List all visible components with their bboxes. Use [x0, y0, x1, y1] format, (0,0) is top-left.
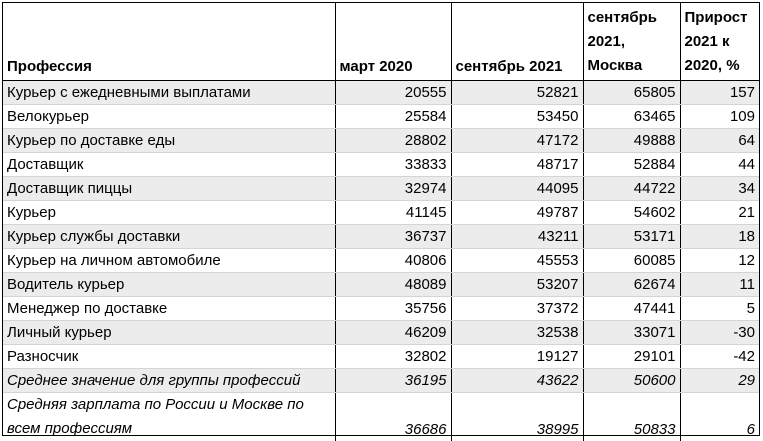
cell-moscow: 47441	[583, 296, 680, 320]
cell-profession: Менеджер по доставке	[3, 296, 335, 320]
cell-september-2021: 47172	[451, 128, 583, 152]
cell-moscow: 53171	[583, 224, 680, 248]
cell-profession: Доставщик пиццы	[3, 176, 335, 200]
cell-march-2020: 32802	[335, 344, 451, 368]
summary-row-average	[3, 368, 759, 392]
cell-profession: Курьер на личном автомобиле	[3, 248, 335, 272]
cell-september-2021: 37372	[451, 296, 583, 320]
summary-row-national	[3, 392, 759, 441]
cell-growth: 18	[680, 224, 759, 248]
cell-growth: 21	[680, 200, 759, 224]
cell-moscow: 62674	[583, 272, 680, 296]
cell-march-2020: 36195	[335, 368, 451, 392]
cell-growth: 109	[680, 104, 759, 128]
table-row	[3, 104, 759, 128]
cell-profession: Курьер	[3, 200, 335, 224]
cell-moscow: 50600	[583, 368, 680, 392]
table-row	[3, 320, 759, 344]
cell-growth: -30	[680, 320, 759, 344]
cell-march-2020: 41145	[335, 200, 451, 224]
cell-profession: Велокурьер	[3, 104, 335, 128]
cell-september-2021: 45553	[451, 248, 583, 272]
cell-september-2021: 38995	[451, 392, 583, 441]
cell-march-2020: 25584	[335, 104, 451, 128]
salary-table	[3, 3, 759, 441]
table-row	[3, 128, 759, 152]
cell-growth: 44	[680, 152, 759, 176]
cell-profession: Курьер по доставке еды	[3, 128, 335, 152]
cell-growth: 5	[680, 296, 759, 320]
cell-march-2020: 40806	[335, 248, 451, 272]
cell-moscow: 49888	[583, 128, 680, 152]
cell-september-2021: 32538	[451, 320, 583, 344]
header-september-2021: сентябрь 2021	[451, 3, 583, 80]
cell-march-2020: 48089	[335, 272, 451, 296]
cell-september-2021: 52821	[451, 80, 583, 104]
cell-september-2021: 48717	[451, 152, 583, 176]
cell-growth: 157	[680, 80, 759, 104]
cell-moscow: 52884	[583, 152, 680, 176]
cell-september-2021: 43211	[451, 224, 583, 248]
cell-profession: Курьер службы доставки	[3, 224, 335, 248]
table-row	[3, 152, 759, 176]
cell-september-2021: 53207	[451, 272, 583, 296]
cell-summary-label: Среднее значение для группы профессий	[3, 368, 335, 392]
cell-moscow: 60085	[583, 248, 680, 272]
cell-september-2021: 49787	[451, 200, 583, 224]
cell-growth: 34	[680, 176, 759, 200]
header-profession: Профессия	[3, 3, 335, 80]
cell-march-2020: 36686	[335, 392, 451, 441]
header-growth-percent: Прирост 2021 к 2020, %	[680, 3, 759, 80]
cell-moscow: 54602	[583, 200, 680, 224]
cell-moscow: 33071	[583, 320, 680, 344]
cell-september-2021: 43622	[451, 368, 583, 392]
cell-moscow: 65805	[583, 80, 680, 104]
cell-profession: Водитель курьер	[3, 272, 335, 296]
table-row	[3, 296, 759, 320]
cell-september-2021: 19127	[451, 344, 583, 368]
table-row	[3, 200, 759, 224]
cell-growth: -42	[680, 344, 759, 368]
cell-summary-label: Средняя зарплата по России и Москве по всем профессиям	[3, 392, 335, 441]
cell-march-2020: 20555	[335, 80, 451, 104]
cell-profession: Курьер с ежедневными выплатами	[3, 80, 335, 104]
cell-march-2020: 46209	[335, 320, 451, 344]
cell-profession: Доставщик	[3, 152, 335, 176]
header-september-2021-moscow: сентябрь 2021, Москва	[583, 3, 680, 80]
cell-moscow: 63465	[583, 104, 680, 128]
cell-september-2021: 44095	[451, 176, 583, 200]
header-march-2020: март 2020	[335, 3, 451, 80]
table-row	[3, 272, 759, 296]
cell-september-2021: 53450	[451, 104, 583, 128]
table-row	[3, 224, 759, 248]
cell-march-2020: 28802	[335, 128, 451, 152]
cell-profession: Личный курьер	[3, 320, 335, 344]
table-row	[3, 344, 759, 368]
cell-growth: 12	[680, 248, 759, 272]
cell-march-2020: 32974	[335, 176, 451, 200]
salary-table-sheet	[2, 2, 760, 436]
cell-march-2020: 33833	[335, 152, 451, 176]
cell-growth: 64	[680, 128, 759, 152]
cell-moscow: 44722	[583, 176, 680, 200]
table-row	[3, 80, 759, 104]
cell-growth: 29	[680, 368, 759, 392]
cell-growth: 11	[680, 272, 759, 296]
header-row	[3, 3, 759, 80]
table-row	[3, 248, 759, 272]
table-row	[3, 176, 759, 200]
cell-growth: 6	[746, 420, 755, 438]
cell-march-2020: 35756	[335, 296, 451, 320]
cell-moscow: 50833	[583, 392, 680, 441]
cell-profession: Разносчик	[3, 344, 335, 368]
cell-march-2020: 36737	[335, 224, 451, 248]
cell-moscow: 29101	[583, 344, 680, 368]
